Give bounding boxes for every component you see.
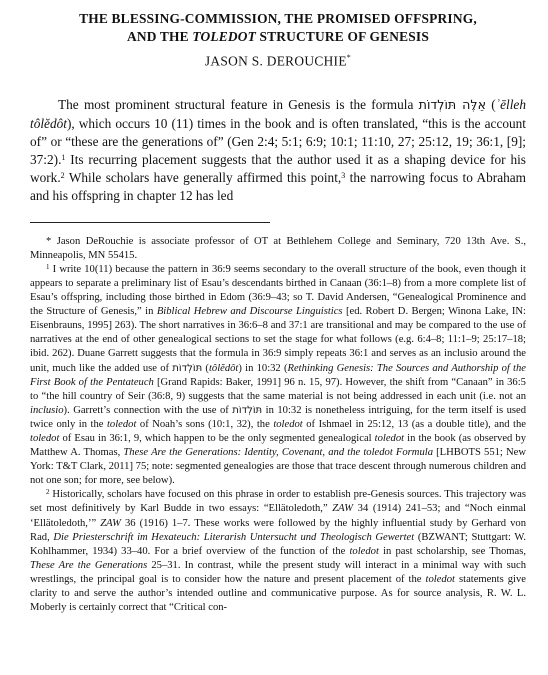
footnote-number: 1 (46, 262, 50, 271)
footnote-text: of Esau in 36:1, 9, which happen to be the only segmented genealogical (59, 433, 375, 444)
footnote-author (30, 235, 526, 263)
author-footnote-mark: * (346, 53, 352, 62)
hebrew-formula: אֵלֶּה תּוֹלְדוֹת (418, 97, 487, 113)
body-text: ( (486, 97, 496, 113)
footnote-text: ( (202, 362, 209, 374)
footnote-text: [LHBOTS 551; New York: T&T Clark, 2011] 75; note: segmented genealogies are those that trace descent through numerous children and not one son; for more, see below). (30, 447, 527, 487)
footnote-text: 36 (1916) 1–7. These works were followed by the highly influential study by Gerhard von Rad, (30, 517, 526, 543)
footnote-text: statements give clarity to and serve the author’s intended outline and communicative purpose. As for source analysis, R. W. L. Moberly is certainly correct that “Critical con- (30, 573, 526, 614)
footnote-italic: toledot (374, 433, 405, 444)
title-line-1: THE BLESSING-COMMISSION, THE PROMISED OFFSPRING, (79, 11, 477, 26)
footnote-italic: Biblical Hebrew and Discourse Linguistics (156, 306, 343, 318)
footnote-number: 2 (46, 488, 50, 497)
body-paragraph (30, 96, 526, 205)
footnote-text: of Noah’s sons (10:1, 32), the (136, 418, 274, 430)
footnote-text: of Ishmael in 25:12, 13 (as a double title), and the (302, 418, 526, 430)
footnote-italic: Die Priesterschrift im Hexateuch: Literarish Untersucht und Theologisch Gewertet (53, 531, 415, 543)
footnote-mark: * (46, 235, 52, 247)
hebrew-word: תּוֹלְדוֹת (232, 404, 263, 416)
author-line (30, 49, 526, 70)
footnote-text: Historically, scholars have focused on this phrase in order to establish pre-Genesis sources. This trajectory was set most definitively by Karl Budde in two essays: “Ellätoledoth,” (30, 489, 526, 515)
footnote-italic: toledot (425, 573, 455, 585)
footnote-text: ) in 10:32 ( (238, 362, 288, 374)
title-toledot-italic: TOLEDOT (192, 29, 256, 44)
footnote-text: [Grand Rapids: Baker, 1991] 96 n. 15, 97). However, the shift from “Canaan” in 36:5 to “the hill country of Seir (36:8, 9) suggests that the same material is not being addressed in each unit (i.e. not an (30, 376, 526, 402)
body-text: ), which occurs 10 (11) times in the book and is often translated, “this is the account of” or “these are the generations of” (Gen 2:4; 5:1; 6:9; 10:1; 11:10, 27; 25:12, 19; 36:1, [9]; 37:2). (30, 115, 526, 168)
footnote-italic: toledot (273, 418, 303, 430)
footnote-italic: toledot (30, 433, 60, 444)
title-line-2-start: AND THE (127, 29, 193, 44)
footnote-italic: These Are the Generations (30, 559, 148, 571)
author-name: JASON S. DEROUCHIE (204, 53, 347, 69)
footnote-text: (BZWANT; Stuttgart: W. Kohlhammer, 1934) 33–40. For a brief overview of the function of the (30, 531, 526, 557)
footnote-italic: These Are the Generations: Identity, Covenant, and the toledot Formula (123, 447, 433, 459)
transliteration: ʾēlleh tôlĕdôt (30, 97, 526, 131)
footnote-divider (30, 222, 270, 223)
footnote-italic: ZAW (332, 503, 354, 515)
body-text: While scholars have generally affirmed this point, (64, 170, 342, 186)
footnote-text: in 10:32 is nonetheless intriguing, for the term itself is used twice only in the (30, 404, 526, 430)
footnote-text: ). Garrett’s connection with the use of (63, 404, 233, 416)
footnote-italic: toledot (106, 418, 137, 430)
footnote-text: I write 10(11) because the pattern in 36:9 seems secondary to the overall structure of the book, even though it appears to separate a preliminary list of Esau’s descendants birthed in Canaan (36:1–8) from a more complete list of Esau’s offspring, including those birthed in Edom (36:9–43; so T. David Andersen, “Genealogical Prominence and the Structure of Genesis,” in (30, 263, 526, 318)
footnote-ref-3[interactable]: 3 (341, 171, 346, 181)
footnote-1 (30, 263, 526, 489)
footnote-text: 25–31. In contrast, while the present study will interact in a minimal way with such wrestlings, the principal goal is to consider how the nature and present placement of the (30, 559, 526, 585)
footnote-italic: tôlĕdôt (208, 362, 239, 374)
footnote-italic: toledot (349, 545, 379, 557)
footnote-2 (30, 488, 526, 615)
footnote-text: [ed. Robert D. Bergen; Winona Lake, IN: Eisenbrauns, 1995] 263). The short narratives in 36:6–8 and 37:1 are transitional and may be compared to the use of narratives at the end of other genealogical sections to set the stage for what follows (e.g. 6:4–8; 11:1–9; 25:17–18; ibid. 262). Duane Garrett suggests that the formula in 36:9 simply repeats 36:1 and serves as an inclusio around the unit, much like the added use of (30, 306, 526, 374)
footnote-ref-1[interactable]: 1 (61, 153, 66, 163)
article-title (30, 10, 526, 46)
title-line-2-end: STRUCTURE OF GENESIS (255, 29, 429, 44)
footnote-italic: inclusio (30, 404, 64, 416)
hebrew-word: תּוֹלְדוֹת (172, 362, 203, 374)
body-text: the narrowing focus to Abraham and his offspring in chapter 12 has led (30, 170, 526, 204)
footnote-ref-2[interactable]: 2 (60, 171, 65, 181)
body-text: Its recurring placement suggests that the author used it as a shaping device for his work. (30, 152, 526, 186)
footnote-text: in past scholarship, see Thomas, (378, 545, 527, 557)
body-text: The most prominent structural feature in Genesis is the formula (58, 97, 419, 113)
footnote-text: in the book (as observed by Matthew A. Thomas, (30, 433, 526, 459)
footnote-text: Jason DeRouchie is associate professor of OT at Bethlehem College and Seminary, 720 13th Ave. S., Minneapolis, MN 55415. (30, 235, 526, 261)
footnote-text: 34 (1914) 241–53; and “Noch einmal ‘Ellätoledoth,’” (30, 503, 526, 529)
footnote-italic: Rethinking Genesis: The Sources and Authorship of the First Book of the Pentateuch (30, 362, 526, 388)
footnote-italic: ZAW (100, 517, 121, 529)
